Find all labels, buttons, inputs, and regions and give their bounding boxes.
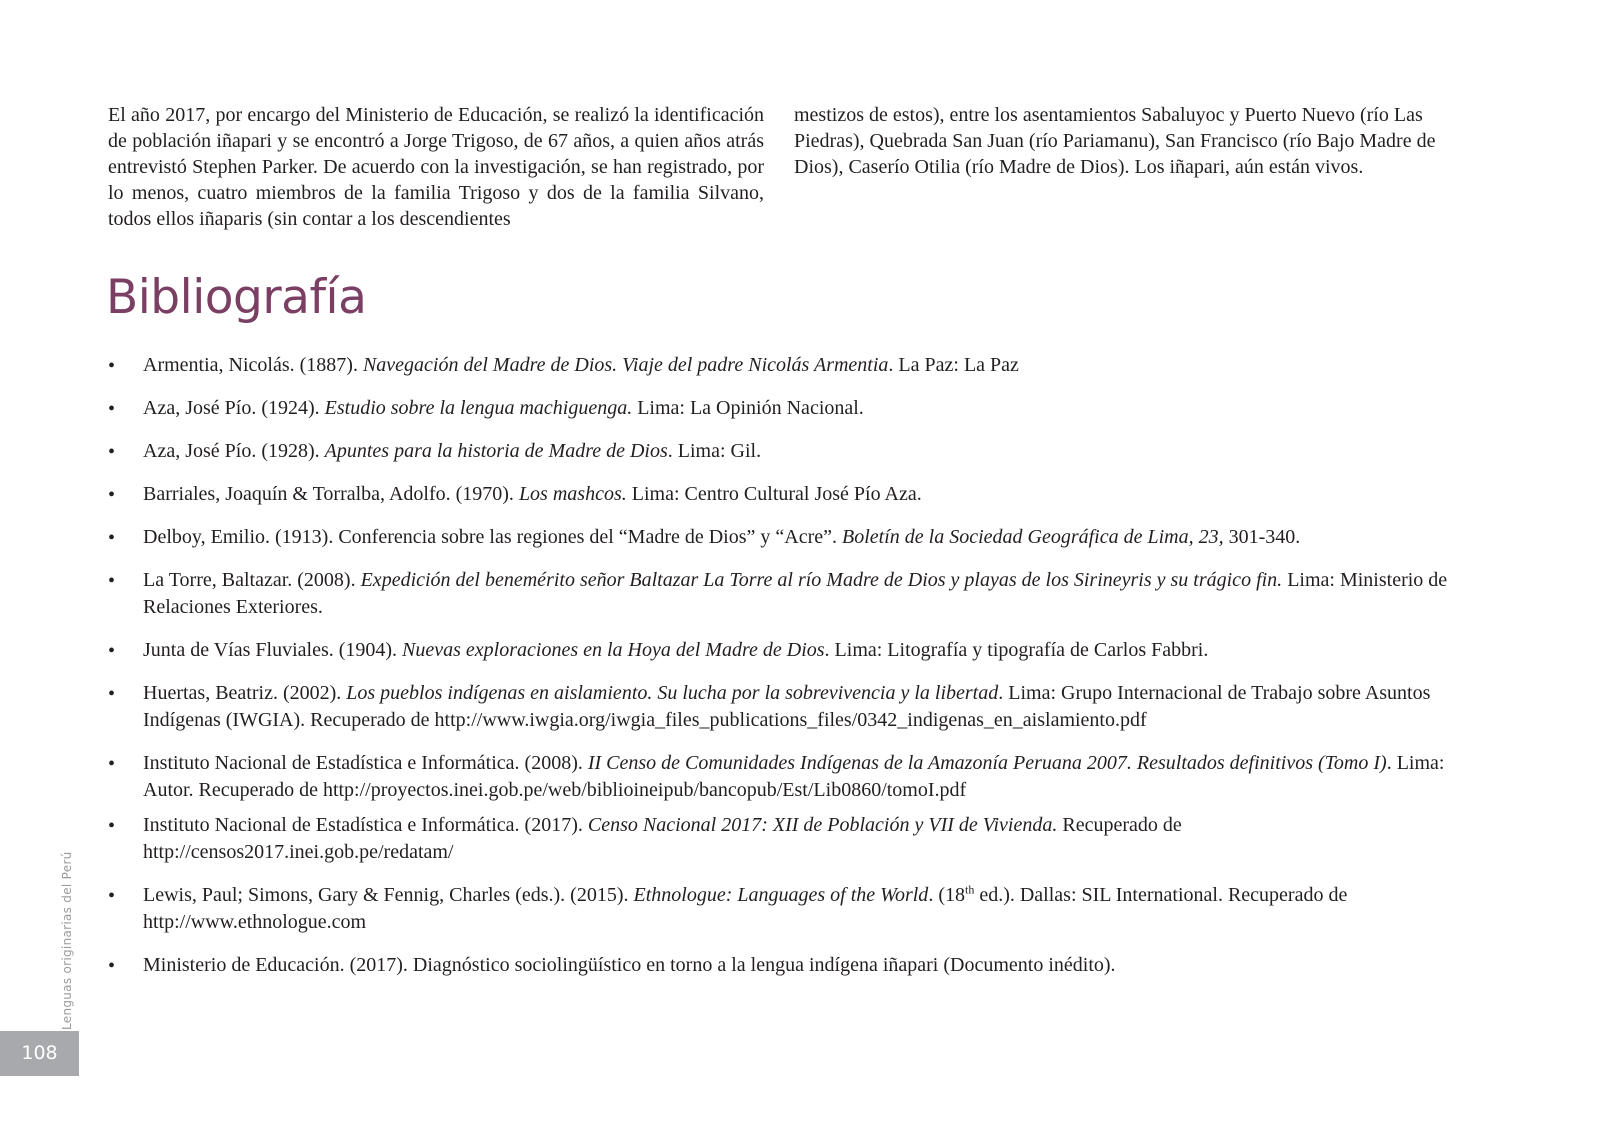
list-item: • Barriales, Joaquín & Torralba, Adolfo. (1970). Los mashcos. Lima: Centro Cultural José Pío Aza. bbox=[108, 481, 1460, 508]
intro-text bbox=[108, 102, 1450, 232]
list-item: • Instituto Nacional de Estadística e Informática. (2008). II Censo de Comunidades Indígenas de la Amazonía Peruana 2007. Resultados definitivos (Tomo I). Lima: Autor. Recuperado de http://proyectos.inei.gob.pe/web/biblioineipub/bancopub/Est/Lib0860/tomoI.pdf bbox=[108, 750, 1460, 804]
list-item: • Armentia, Nicolás. (1887). Navegación del Madre de Dios. Viaje del padre Nicolás Armentia. La Paz: La Paz bbox=[108, 352, 1460, 379]
list-item: • Instituto Nacional de Estadística e Informática. (2017). Censo Nacional 2017: XII de Población y VII de Vivienda. Recuperado de http://censos2017.inei.gob.pe/redatam/ bbox=[108, 812, 1460, 866]
page-number: 108 bbox=[0, 1031, 79, 1076]
list-item: • Lewis, Paul; Simons, Gary & Fennig, Charles (eds.). (2015). Ethnologue: Languages of the World. (18th ed.). Dallas: SIL International. Recuperado de http://www.ethnologue.com bbox=[108, 882, 1460, 936]
list-item: • Huertas, Beatriz. (2002). Los pueblos indígenas en aislamiento. Su lucha por la sobrevivencia y la libertad. Lima: Grupo Internacional de Trabajo sobre Asuntos Indígenas (IWGIA). Recuperado de http://www.iwgia.org/iwgia_files_publications_files/0342_indigenas_en_aislamiento.pdf bbox=[108, 680, 1460, 734]
intro-paragraph-right: mestizos de estos), entre los asentamientos Sabaluyoc y Puerto Nuevo (río Las Piedras), Quebrada San Juan (río Pariamanu), San Francisco (río Bajo Madre de Dios), Caserío Otilia (río Madre de Dios). Los iñapari, aún están vivos. bbox=[794, 104, 1436, 178]
bibliography-list bbox=[108, 352, 1460, 995]
running-footer-label: Lenguas originarias del Perú bbox=[60, 851, 74, 1030]
intro-paragraph-left: El año 2017, por encargo del Ministerio de Educación, se realizó la identificación de población iñapari y se encontró a Jorge Trigoso, de 67 años, a quien años atrás entrevistó Stephen Parker. De acuerdo con la investigación, se han registrado, por lo menos, cuatro miembros de la familia Trigoso y dos de la familia Silvano, todos ellos iñaparis (sin contar a los descendientes bbox=[108, 104, 764, 230]
section-title: Bibliografía bbox=[106, 270, 367, 325]
list-item: • Aza, José Pío. (1928). Apuntes para la historia de Madre de Dios. Lima: Gil. bbox=[108, 438, 1460, 465]
list-item: • Aza, José Pío. (1924). Estudio sobre la lengua machiguenga. Lima: La Opinión Nacional. bbox=[108, 395, 1460, 422]
list-item: • Delboy, Emilio. (1913). Conferencia sobre las regiones del “Madre de Dios” y “Acre”. Boletín de la Sociedad Geográfica de Lima, 23, 301-340. bbox=[108, 524, 1460, 551]
list-item: • Junta de Vías Fluviales. (1904). Nuevas exploraciones en la Hoya del Madre de Dios. Lima: Litografía y tipografía de Carlos Fabbri. bbox=[108, 637, 1460, 664]
list-item: • La Torre, Baltazar. (2008). Expedición del benemérito señor Baltazar La Torre al río Madre de Dios y playas de los Sirineyris y su trágico fin. Lima: Ministerio de Relaciones Exteriores. bbox=[108, 567, 1460, 621]
list-item: • Ministerio de Educación. (2017). Diagnóstico sociolingüístico en torno a la lengua indígena iñapari (Documento inédito). bbox=[108, 952, 1460, 979]
